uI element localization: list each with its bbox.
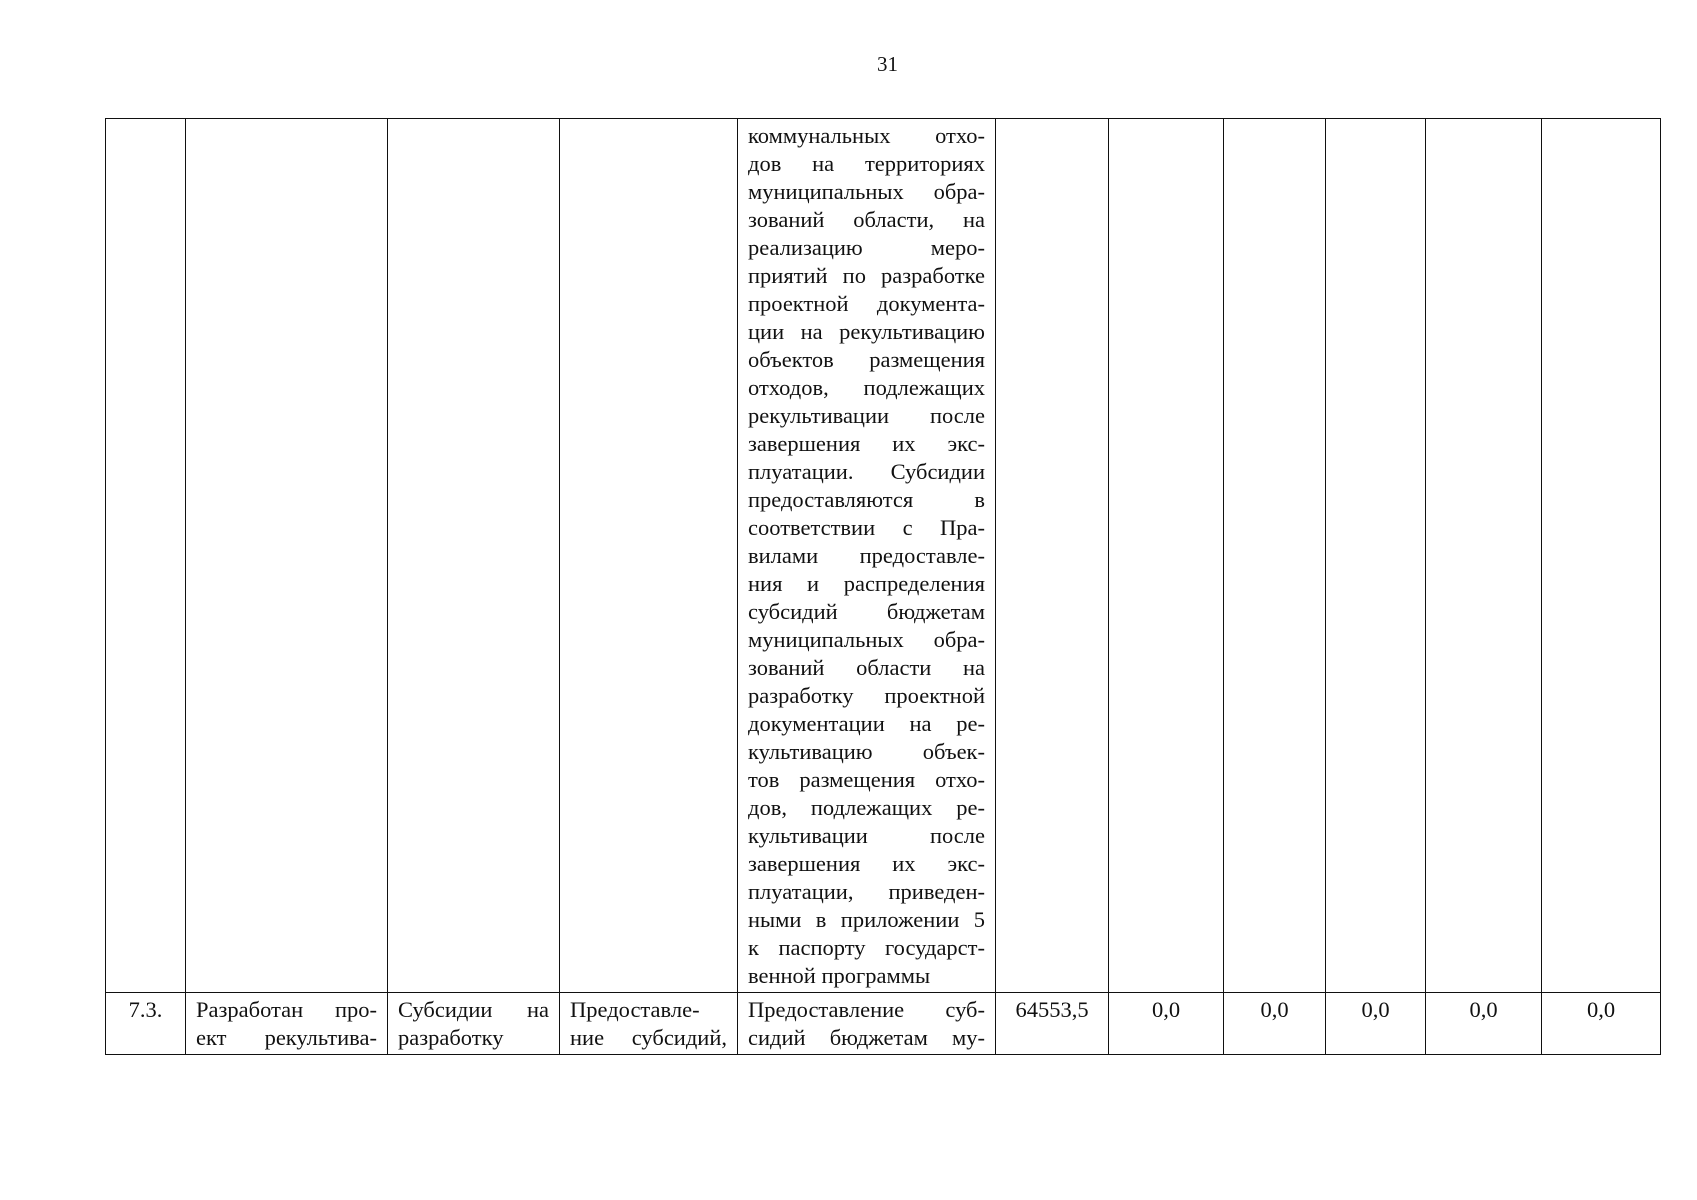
text-line: завершения их экс- <box>748 851 985 876</box>
text-line: документации на ре- <box>748 711 985 736</box>
text-line: плуатации. Субсидии <box>748 459 985 484</box>
text-line: приятий по разработке <box>748 263 985 288</box>
text-line: плуатации, приведен- <box>748 879 985 904</box>
text-line: реализацию меро- <box>748 235 985 260</box>
value-cell: 0,0 <box>1326 993 1426 1055</box>
text-line: к паспорту государст- <box>748 935 985 960</box>
text-line: ными в приложении 5 <box>748 907 985 932</box>
cell-value <box>1224 119 1326 993</box>
text-line: предоставляются в <box>748 487 985 512</box>
cell-number <box>106 119 186 993</box>
text-line: культивацию объек- <box>748 739 985 764</box>
text-line: Разработан про- <box>196 997 377 1022</box>
cell-value <box>1109 119 1224 993</box>
value-cell: 0,0 <box>1109 993 1224 1055</box>
cell-value <box>1542 119 1661 993</box>
text-line: муниципальных обра- <box>748 179 985 204</box>
text-line: ции на рекультивацию <box>748 319 985 344</box>
cell-subsidy <box>388 119 560 993</box>
text-line: объектов размещения <box>748 347 985 372</box>
cell-measure <box>560 119 738 993</box>
text-line: соответствии с Пра- <box>748 515 985 540</box>
text-line: рекультивации после <box>748 403 985 428</box>
text-line: ект рекультива- <box>196 1025 377 1050</box>
row-subsidy <box>388 993 560 1055</box>
program-table <box>105 118 1661 1055</box>
cell-result <box>186 119 388 993</box>
text-line: вилами предоставле- <box>748 543 985 568</box>
cell-value <box>1326 119 1426 993</box>
text-line: разработку <box>398 1025 504 1050</box>
value-cell: 0,0 <box>1542 993 1661 1055</box>
text-line: завершения их экс- <box>748 431 985 456</box>
cell-value <box>1426 119 1542 993</box>
value-cell: 0,0 <box>1426 993 1542 1055</box>
text-line: Предоставле- <box>570 997 700 1022</box>
text-line: Предоставление суб- <box>748 997 985 1022</box>
value-cell: 64553,5 <box>996 993 1109 1055</box>
row-description <box>738 993 996 1055</box>
text-line: дов, подлежащих ре- <box>748 795 985 820</box>
text-line: Субсидии на <box>398 997 549 1022</box>
text-line: субсидий бюджетам <box>748 599 985 624</box>
text-line: венной программы <box>748 963 931 988</box>
cell-value <box>996 119 1109 993</box>
page-number: 31 <box>877 52 898 76</box>
text-line: тов размещения отхо- <box>748 767 985 792</box>
cell-description <box>738 119 996 993</box>
text-line: сидий бюджетам му- <box>748 1025 985 1050</box>
text-line: разработку проектной <box>748 683 985 708</box>
text-line: зований области, на <box>748 207 985 232</box>
row-number: 7.3. <box>106 993 186 1055</box>
text-line: отходов, подлежащих <box>748 375 985 400</box>
continuation-row <box>106 119 1661 993</box>
text-line: культивации после <box>748 823 985 848</box>
text-line: дов на территориях <box>748 151 985 176</box>
row-result <box>186 993 388 1055</box>
text-line: ние субсидий, <box>570 1025 727 1050</box>
text-line: проектной документа- <box>748 291 985 316</box>
row-measure <box>560 993 738 1055</box>
text-line: муниципальных обра- <box>748 627 985 652</box>
text-line: ния и распределения <box>748 571 985 596</box>
text-line: зований области на <box>748 655 985 680</box>
text-line: коммунальных отхо- <box>748 123 985 148</box>
value-cell: 0,0 <box>1224 993 1326 1055</box>
row-7-3 <box>106 993 1661 1055</box>
